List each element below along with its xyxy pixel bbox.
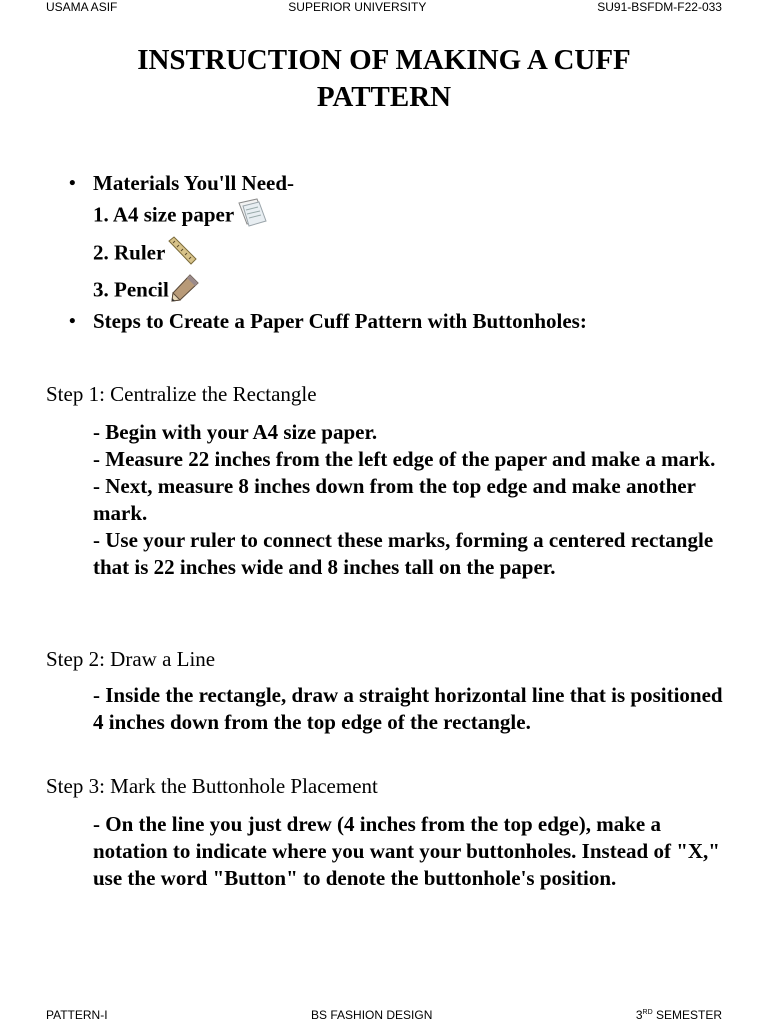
- header-author: USAMA ASIF: [46, 0, 118, 14]
- step-3-title: Step 3: Mark the Buttonhole Placement: [46, 774, 378, 798]
- ruler-icon: [166, 236, 198, 273]
- material-label: 1. A4 size paper: [93, 202, 235, 227]
- semester-ordinal: RD: [642, 1009, 653, 1016]
- footer-course: PATTERN-I: [46, 1008, 108, 1022]
- step-1-title: Step 1: Centralize the Rectangle: [46, 382, 317, 406]
- material-label: 3. Pencil: [93, 277, 169, 302]
- step-line: - Begin with your A4 size paper.: [93, 420, 378, 444]
- step-2-body: [93, 682, 733, 736]
- header-student-id: SU91-BSFDM-F22-033: [597, 0, 722, 14]
- material-item-pencil: [93, 273, 294, 310]
- materials-heading: Materials You'll Need-: [93, 171, 295, 195]
- page-footer: [46, 1008, 722, 1022]
- material-item-ruler: [93, 236, 294, 273]
- semester-label: SEMESTER: [652, 1008, 722, 1022]
- material-label: 2. Ruler: [93, 240, 166, 265]
- material-item-paper: [93, 197, 294, 236]
- title-line-1: INSTRUCTION OF MAKING A CUFF: [137, 44, 631, 76]
- bullet-icon: •: [69, 311, 76, 332]
- semester-number: 3: [635, 1008, 643, 1022]
- pencil-icon: [170, 273, 200, 310]
- page-header: [46, 0, 722, 14]
- step-1-body: [93, 419, 733, 581]
- step-line: - On the line you just drew (4 inches from the top edge), make a notation to indicate where you want your buttonholes. Instead of "X," use the word "Button" to denote the buttonhole's position.: [93, 812, 720, 890]
- footer-semester: [636, 1008, 722, 1022]
- bullet-icon: •: [69, 173, 76, 194]
- step-3-body: [93, 811, 733, 892]
- step-line: - Next, measure 8 inches down from the top edge and make another mark.: [93, 474, 696, 525]
- header-university: SUPERIOR UNIVERSITY: [288, 0, 427, 14]
- paper-icon: [235, 197, 269, 236]
- page-title: [0, 42, 768, 116]
- step-2-title: Step 2: Draw a Line: [46, 647, 216, 671]
- materials-section: [69, 170, 295, 310]
- steps-heading-text: Steps to Create a Paper Cuff Pattern with Buttonholes:: [93, 309, 587, 333]
- step-line: - Use your ruler to connect these marks, forming a centered rectangle that is 22 inches wide and 8 inches tall on the paper.: [93, 528, 714, 579]
- step-line: - Measure 22 inches from the left edge of the paper and make a mark.: [93, 447, 716, 471]
- footer-program: BS FASHION DESIGN: [311, 1008, 433, 1022]
- steps-heading: [69, 308, 587, 335]
- title-line-2: PATTERN: [316, 81, 452, 113]
- step-line: - Inside the rectangle, draw a straight horizontal line that is positioned 4 inches down from the top edge of the rectangle.: [93, 683, 723, 734]
